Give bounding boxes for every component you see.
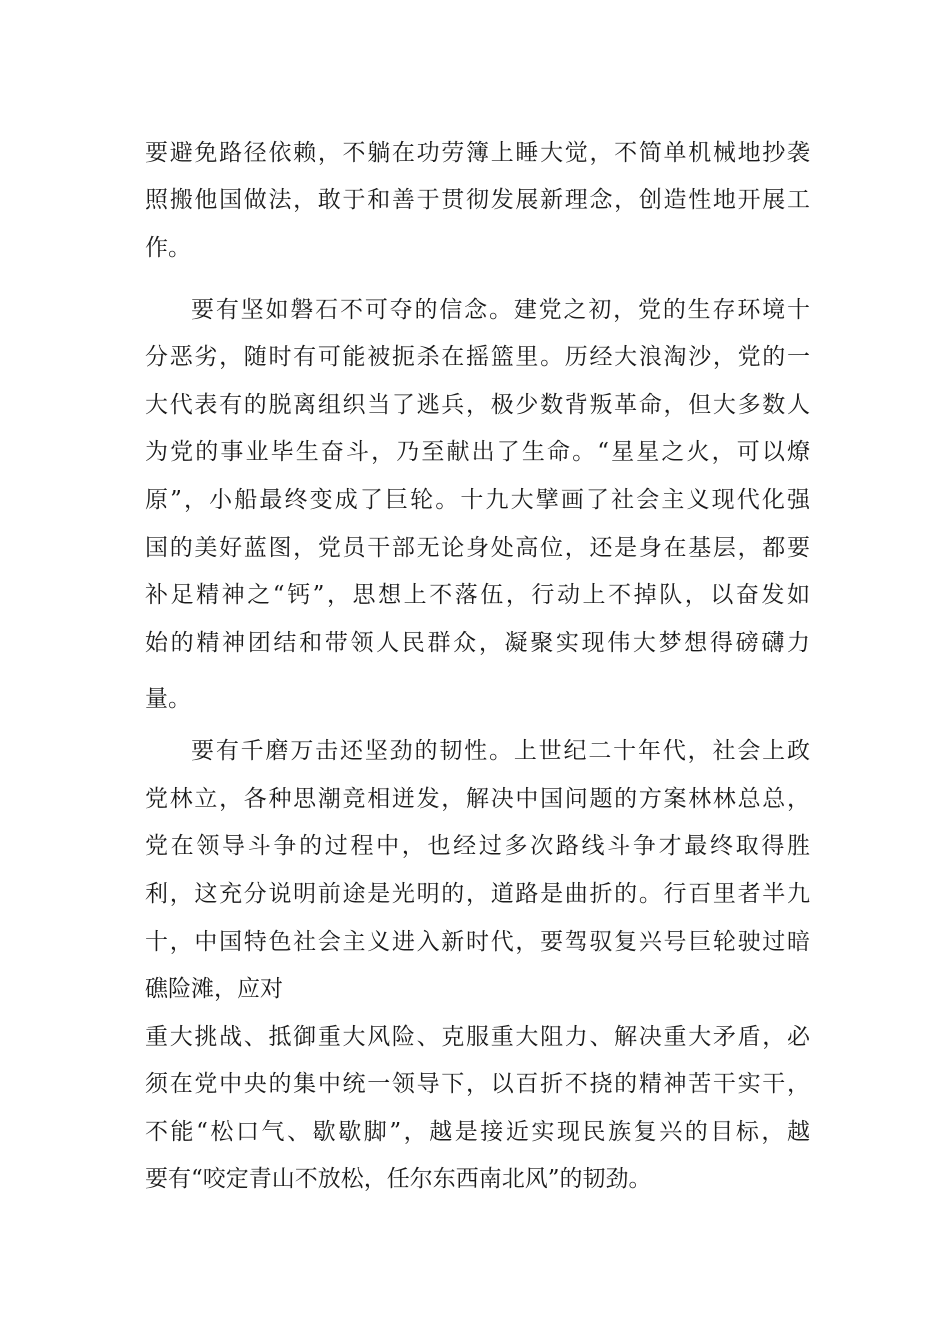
text-line: 十，中国特色社会主义进入新时代，要驾驭复兴号巨轮驶过暗 bbox=[145, 929, 810, 955]
text-line: 要有“咬定青山不放松，任尔东西南北风”的韧劲。 bbox=[145, 1166, 652, 1192]
text-line: 党在领导斗争的过程中，也经过多次路线斗争才最终取得胜 bbox=[145, 833, 810, 859]
text-line: 原”，小船最终变成了巨轮。十九大擘画了社会主义现代化强 bbox=[145, 487, 810, 513]
text-line: 利，这充分说明前途是光明的，道路是曲折的。行百里者半九 bbox=[145, 881, 810, 907]
paragraph-first-line: 要有千磨万击还坚劲的韧性。上世纪二十年代，社会上政 bbox=[191, 738, 810, 764]
text-line: 分恶劣，随时有可能被扼杀在摇篮里。历经大浪淘沙，党的一 bbox=[145, 344, 810, 370]
text-line: 须在党中央的集中统一领导下，以百折不挠的精神苦干实干， bbox=[145, 1071, 810, 1097]
text-line: 礁险滩，应对 bbox=[145, 976, 283, 1002]
text-line: 不能“松口气、歇歇脚”，越是接近实现民族复兴的目标，越 bbox=[145, 1119, 810, 1145]
paragraph-first-line: 要有坚如磐石不可夺的信念。建党之初，党的生存环境十 bbox=[191, 297, 810, 323]
text-line: 党林立，各种思潮竞相迸发，解决中国问题的方案林林总总， bbox=[145, 786, 810, 812]
text-line: 始的精神团结和带领人民群众，凝聚实现伟大梦想得磅礴力 bbox=[145, 630, 810, 656]
text-line: 国的美好蓝图，党员干部无论身处高位，还是身在基层，都要 bbox=[145, 535, 810, 561]
text-line: 重大挑战、抵御重大风险、克服重大阻力、解决重大矛盾，必 bbox=[145, 1024, 810, 1050]
text-line: 要避免路径依赖，不躺在功劳簿上睡大觉，不简单机械地抄袭 bbox=[145, 140, 810, 166]
text-line: 量。 bbox=[145, 686, 191, 712]
text-line: 补足精神之“钙”，思想上不落伍，行动上不掉队，以奋发如 bbox=[145, 582, 810, 608]
text-line: 大代表有的脱离组织当了逃兵，极少数背叛革命，但大多数人 bbox=[145, 392, 810, 418]
text-line: 为党的事业毕生奋斗，乃至献出了生命。“星星之火，可以燎 bbox=[145, 439, 810, 465]
text-line: 照搬他国做法，敢于和善于贯彻发展新理念，创造性地开展工 bbox=[145, 187, 810, 213]
text-line: 作。 bbox=[145, 235, 191, 261]
